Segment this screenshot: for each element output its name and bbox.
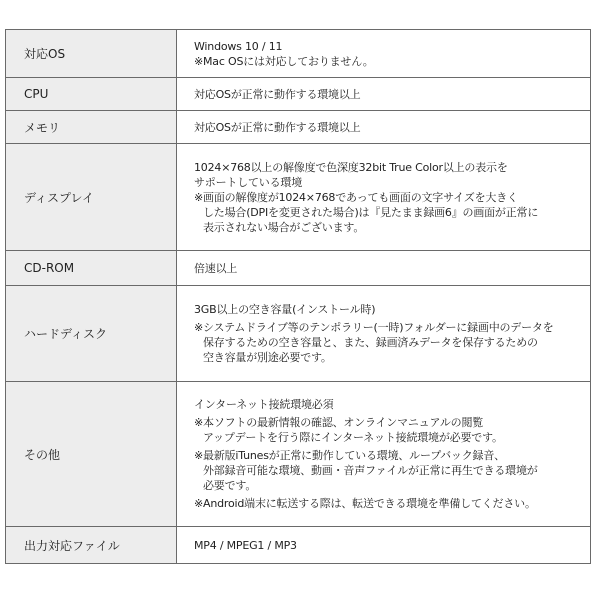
row-label: ハードディスク [6,286,177,382]
value-line: MP4 / MPEG1 / MP3 [194,538,297,552]
row-value [177,286,591,382]
note-line: アップデートを行う際にインターネット接続環境が必要です。 [203,431,503,444]
row-label: その他 [6,382,177,527]
row-value [177,30,591,78]
value-line: サポートしている環境 [194,175,302,189]
row-value [177,382,591,527]
note-line: ※最新版iTunesが正常に動作している環境、ループバック録音、 [194,449,505,462]
row-value [177,527,591,564]
row-value [177,251,591,286]
table-row [6,78,591,111]
note [194,190,584,235]
table-row [6,286,591,382]
value-line: 3GB以上の空き容量(インストール時) [194,303,376,316]
row-label: メモリ [6,111,177,144]
note-line: した場合(DPIを変更された場合)は『見たまま録画6』の画面が正常に [203,205,539,219]
value-line: 1024×768以上の解像度で色深度32bit True Color以上の表示を [194,160,508,174]
row-value [177,78,591,111]
note [194,415,584,445]
table-row [6,382,591,527]
value-line: 倍速以上 [194,261,238,275]
system-requirements-table [5,29,591,564]
row-label: 出力対応ファイル [6,527,177,564]
row-label: ディスプレイ [6,144,177,251]
row-label: CPU [6,78,177,111]
note [194,320,584,365]
value-line: 対応OSが正常に動作する環境以上 [194,87,361,101]
note [194,448,584,493]
note-line: 必要です。 [203,479,257,492]
note-line: ※システムドライブ等のテンポラリー(一時)フォルダーに録画中のデータを [194,321,554,334]
note [194,496,584,511]
note-line: ※本ソフトの最新情報の確認、オンラインマニュアルの閲覧 [194,416,484,429]
value-line: 対応OSが正常に動作する環境以上 [194,120,361,134]
table-row [6,30,591,78]
note-line: 表示されない場合がございます。 [203,220,365,234]
note-line: 外部録音可能な環境、動画・音声ファイルが正常に再生できる環境が [203,464,538,477]
note-line: 空き容量が別途必要です。 [203,351,332,364]
table-row [6,251,591,286]
table-row [6,527,591,564]
note-line: 保存するための空き容量と、また、録画済みデータを保存するための [203,336,538,349]
value-line: Windows 10 / 11 [194,39,283,53]
table-row [6,111,591,144]
note-line: ※Mac OSには対応しておりません。 [194,54,374,68]
row-label: CD-ROM [6,251,177,286]
row-value [177,144,591,251]
value-line: インターネット接続環境必須 [194,398,334,411]
note-line: ※画面の解像度が1024×768であっても画面の文字サイズを大きく [194,190,518,204]
row-label: 対応OS [6,30,177,78]
table-row [6,144,591,251]
row-value [177,111,591,144]
note-line: ※Android端末に転送する際は、転送できる環境を準備してください。 [194,497,536,510]
